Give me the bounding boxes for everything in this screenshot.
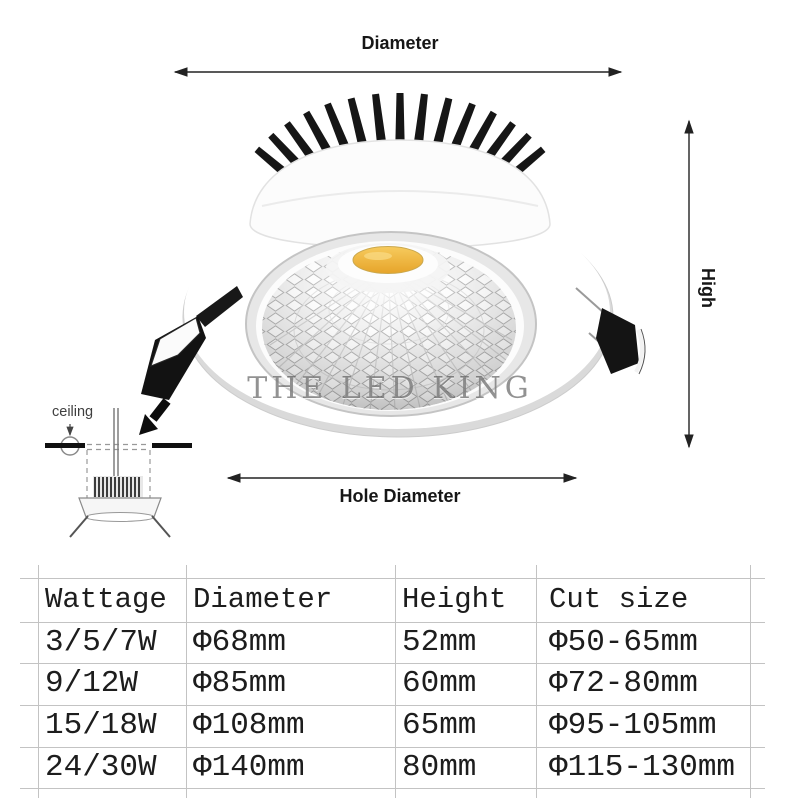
cell-height: 80mm	[402, 750, 477, 785]
brand-watermark: THE LED KING	[247, 371, 533, 406]
cell-cut-size: Φ115-130mm	[549, 750, 736, 785]
cell-wattage: 9/12W	[45, 666, 139, 701]
led-cob	[353, 247, 423, 274]
cell-diameter: Φ85mm	[193, 666, 287, 701]
hole-diameter-label: Hole Diameter	[339, 486, 461, 506]
spec-table	[20, 565, 765, 798]
cell-height: 65mm	[402, 708, 477, 743]
cell-wattage: 15/18W	[45, 708, 157, 743]
cell-cut-size: Φ50-65mm	[549, 625, 698, 660]
table-row	[20, 705, 765, 747]
cell-cut-size: Φ72-80mm	[549, 666, 698, 701]
diameter-label: Diameter	[361, 33, 439, 53]
ceiling-install-diagram	[45, 408, 192, 537]
cell-diameter: Φ108mm	[193, 708, 305, 743]
ceiling-label: ceiling	[52, 404, 94, 420]
cell-wattage: 24/30W	[45, 750, 157, 785]
header-height: Height	[402, 583, 507, 616]
header-cut-size: Cut size	[549, 583, 689, 616]
header-diameter: Diameter	[193, 583, 333, 616]
table-row	[20, 747, 765, 788]
table-header-row	[20, 578, 765, 622]
header-wattage: Wattage	[45, 583, 167, 616]
cell-cut-size: Φ95-105mm	[549, 708, 717, 743]
height-label: High	[698, 268, 718, 308]
cell-height: 52mm	[402, 625, 477, 660]
cell-diameter: Φ68mm	[193, 625, 287, 660]
table-row	[20, 622, 765, 663]
table-row	[20, 663, 765, 705]
cell-height: 60mm	[402, 666, 477, 701]
insert-direction-arrow-icon	[139, 401, 167, 435]
cell-wattage: 3/5/7W	[45, 625, 157, 660]
cell-diameter: Φ140mm	[193, 750, 305, 785]
